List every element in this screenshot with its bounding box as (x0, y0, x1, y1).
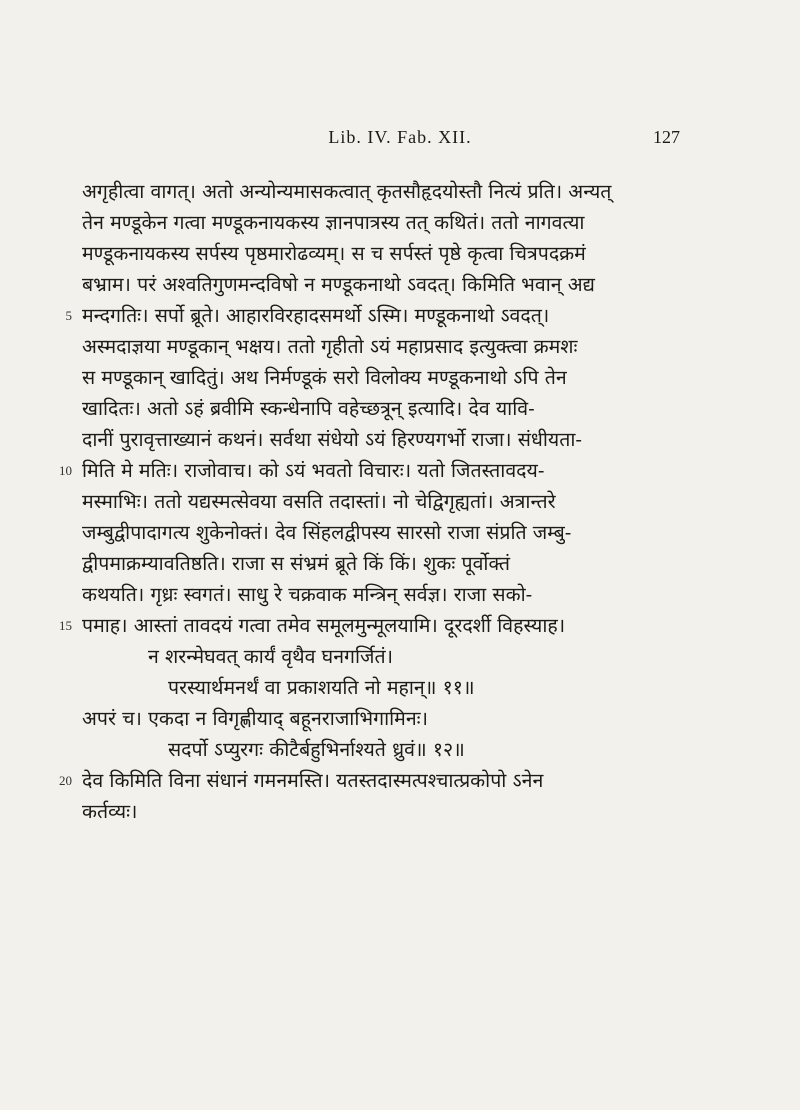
line-number: 10 (59, 463, 72, 478)
text-line (78, 796, 718, 827)
line-text: द्वीपमाक्रम्यावतिष्ठति। राजा स संभ्रमं ब्रूते किं किं। शुकः पूर्वोक्तं (82, 552, 511, 575)
running-head: Lib. IV. Fab. XII. (328, 127, 472, 147)
text-line (78, 424, 718, 455)
text-line (78, 641, 718, 672)
line-text: सदर्पो ऽप्युरगः कीटैर्बहुभिर्नाश्यते ध्रुवं॥ १२॥ (168, 738, 465, 761)
line-text: दानीं पुरावृत्ताख्यानं कथनं। सर्वथा संधेयो ऽयं हिरण्यगर्भो राजा। संधीयता- (82, 428, 582, 451)
line-text: मन्दगतिः। सर्पो ब्रूते। आहारविरहादसमर्थो ऽस्मि। मण्डूकनाथो ऽवदत्। (82, 304, 550, 327)
text-line (78, 486, 718, 517)
text-line (59, 455, 718, 486)
text-line (78, 548, 718, 579)
line-text: तेन मण्डूकेन गत्वा मण्डूकनायकस्य ज्ञानपात्रस्य तत् कथितं। ततो नागवत्या (82, 211, 585, 234)
line-text: जम्बुद्वीपादागत्य शुकेनोक्तं। देव सिंहलद्वीपस्य सारसो राजा संप्रति जम्बु- (82, 521, 572, 544)
line-number: 5 (65, 308, 72, 323)
text-line (78, 238, 718, 269)
line-number: 15 (59, 618, 72, 633)
text-body (59, 176, 718, 827)
text-line (78, 393, 718, 424)
page-number: 127 (653, 127, 680, 147)
text-line (78, 176, 718, 207)
text-line (78, 517, 718, 548)
line-text: न शरन्मेघवत् कार्यं वृथैव घनगर्जितं। (148, 645, 394, 668)
text-line (59, 765, 718, 796)
text-line (78, 269, 718, 300)
line-text: बभ्राम। परं अश्वतिगुणमन्दविषो न मण्डूकनाथो ऽवदत्। किमिति भवान् अद्य (82, 273, 595, 296)
line-text: पमाह। आस्तां तावदयं गत्वा तमेव समूलमुन्मूलयामि। दूरदर्शी विहस्याह। (82, 614, 566, 637)
text-line (78, 579, 718, 610)
page-header (0, 127, 800, 157)
text-line (78, 207, 718, 238)
line-text: मण्डूकनायकस्य सर्पस्य पृष्ठमारोढव्यम्। स च सर्पस्तं पृष्ठे कृत्वा चित्रपदक्रमं (82, 242, 586, 265)
text-line (78, 703, 718, 734)
text-line (65, 300, 718, 331)
line-text: मस्माभिः। ततो यद्यस्मत्सेवया वसति तदास्तां। नो चेद्विगृह्यतां। अत्रान्तरे (82, 490, 556, 513)
line-text: मिति मे मतिः। राजोवाच। को ऽयं भवतो विचारः। यतो जितस्तावदय- (82, 459, 545, 482)
text-line (59, 610, 718, 641)
text-line (78, 672, 718, 703)
line-text: अस्मदाज्ञया मण्डूकान् भक्षय। ततो गृहीतो ऽयं महाप्रसाद इत्युक्त्वा क्रमशः (82, 335, 578, 358)
line-text: कर्तव्यः। (82, 800, 138, 823)
line-text: कथयति। गृध्रः स्वगतं। साधु रे चक्रवाक मन्त्रिन् सर्वज्ञ। राजा सको- (82, 583, 533, 606)
line-text: स मण्डूकान् खादितुं। अथ निर्मण्डूकं सरो विलोक्य मण्डूकनाथो ऽपि तेन (82, 366, 567, 389)
text-line (78, 362, 718, 393)
line-text: खादितः। अतो ऽहं ब्रवीमि स्कन्धेनापि वहेच्छत्रून् इत्यादि। देव यावि- (82, 397, 535, 420)
line-text: देव किमिति विना संधानं गमनमस्ति। यतस्तदास्मत्पश्चात्प्रकोपो ऽनेन (82, 769, 544, 792)
line-text: परस्यार्थमनर्थं वा प्रकाशयति नो महान्॥ ११॥ (168, 676, 475, 699)
line-text: अगृहीत्वा वागत्। अतो अन्योन्यमासकत्वात् कृतसौहृदयोस्तौ नित्यं प्रति। अन्यत् (82, 180, 612, 203)
line-number: 20 (59, 773, 72, 788)
line-text: अपरं च। एकदा न विगृह्णीयाद् बहूनराजाभिगामिनः। (82, 707, 428, 730)
text-line (78, 734, 718, 765)
text-line (78, 331, 718, 362)
